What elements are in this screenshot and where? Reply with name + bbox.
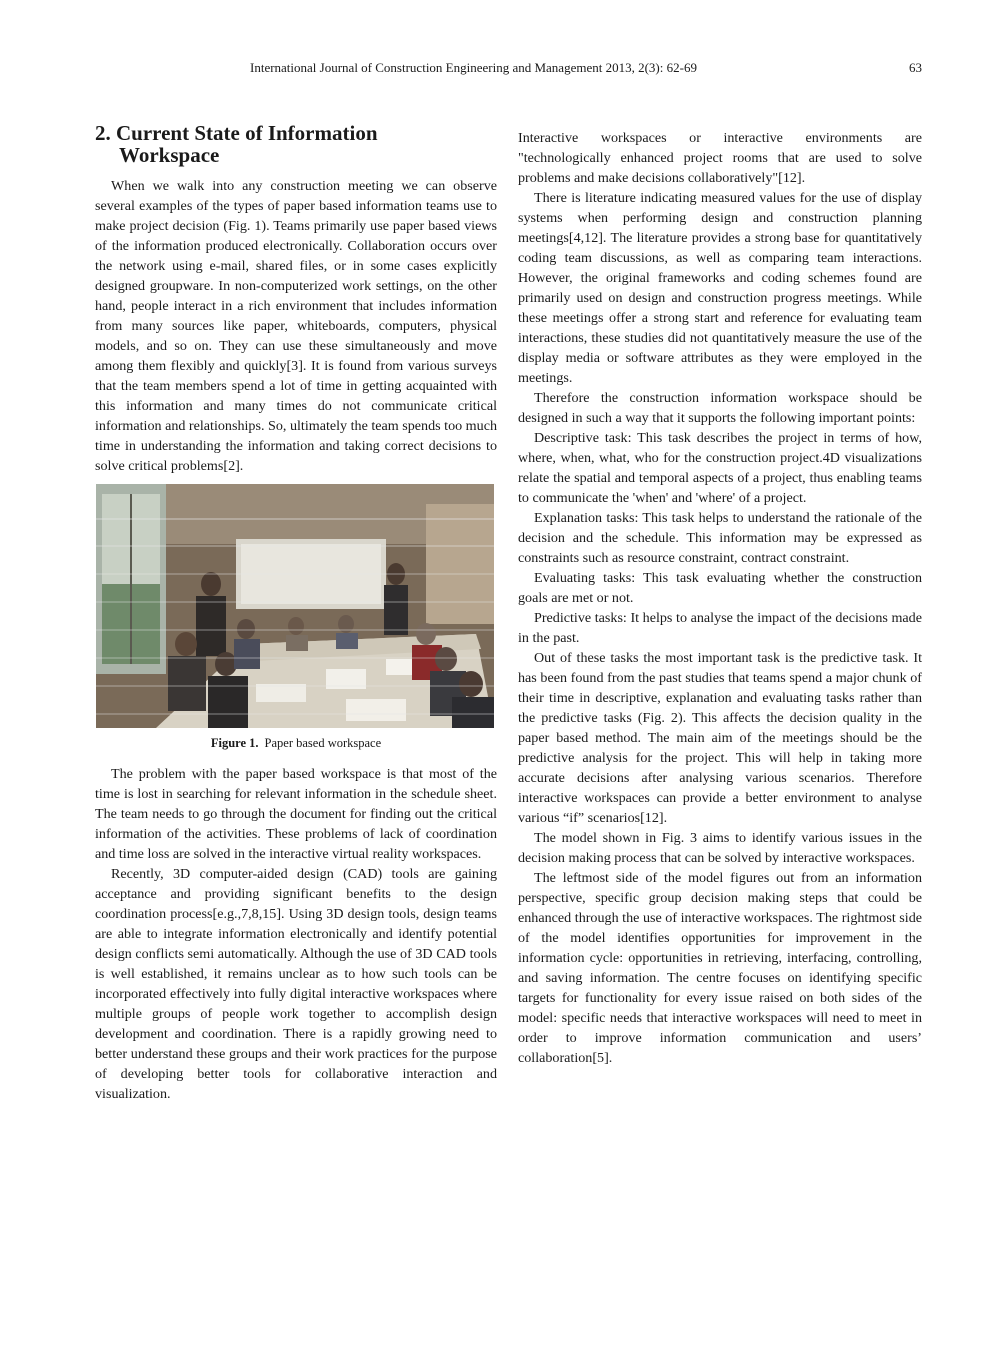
paragraph-right-4: Descriptive task: This task describes the project in terms of how, where, when, what, who for the construction project.4D visualizations relate the spatial and temporal aspects of a project, thus enabling teams to communicate the 'when' and 'where' of a project. <box>518 430 922 506</box>
figure-caption <box>95 734 497 752</box>
paragraph-right-8: Out of these tasks the most important task is the predictive task. It has been found from the past studies that teams spend a major chunk of their time in descriptive, explanation and evaluating tasks rather than the predictive tasks (Fig. 2). This affects the decision quality in the paper based method. The main aim of the meetings should be the predictive analysis for the project. This will help in taking more accurate decisions after analysing various scenarios. Therefore interactive workspaces can provide a better environment to analyse various “if” scenarios[12]. <box>518 650 922 826</box>
figure-caption-text: Paper based workspace <box>264 736 382 750</box>
section-title <box>95 122 497 166</box>
meeting-photo <box>96 484 494 728</box>
paragraph-right-3: Therefore the construction information workspace should be designed in such a way that it supports the following important points: <box>518 390 922 426</box>
running-header <box>250 58 922 78</box>
paragraph-right-1: Interactive workspaces or interactive environments are "technologically enhanced project rooms that are used to solve problems and make decisions collaboratively"[12]. <box>518 130 922 186</box>
right-column <box>518 128 922 1068</box>
paragraph-right-10: The leftmost side of the model figures out from an information perspective, specific group decision making steps that could be enhanced through the use of interactive workspaces. The rightmost side of the model identifies opportunities for improvement in the information cycle: opportunities in retrieving, interfacing, controlling, and saving information. The centre focuses on identifying specific targets for functionality for every issue raised on both sides of the model: specific needs that interactive workspaces will need to meet in order to improve information communication and users’ collaboration[5]. <box>518 870 922 1066</box>
paragraph-right-9: The model shown in Fig. 3 aims to identify various issues in the decision making process that can be solved by interactive workspaces. <box>518 830 922 866</box>
page-number: 63 <box>909 60 922 75</box>
left-column <box>95 122 497 1104</box>
paragraph-left-3: Recently, 3D computer-aided design (CAD) tools are gaining acceptance and providing significant benefits to the design coordination process[e.g.,7,8,15]. Using 3D design tools, design teams are able to integrate information electronically and identify potential design conflicts semi automatically. Although the use of 3D CAD tools is well established, it remains unclear as to how such tools can be incorporated effectively into fully digital interactive workspaces where multiple groups of people work together to accomplish design development and coordination. There is a rapidly growing need to better understand these groups and their work practices for the purpose of developing better tools for collaborative interaction and visualization. <box>95 866 497 1102</box>
section-title-line1: 2. Current State of Information <box>95 121 378 145</box>
paragraph-right-7: Predictive tasks: It helps to analyse the impact of the decisions made in the past. <box>518 610 922 646</box>
journal-citation: International Journal of Construction Engineering and Management 2013, 2(3): 62-69 <box>250 60 697 75</box>
paragraph-left-1: When we walk into any construction meeting we can observe several examples of the types of paper based information teams use to make project decision (Fig. 1). Teams primarily use paper based views of the information produced electronically. Collaboration occurs over the network using e-mail, shared files, or in some cases explicitly designed groupware. In non-computerized work settings, on the other hand, people interact in a rich environment that includes information from many sources like paper, whiteboards, computers, physical models, and so on. They can use these simultaneously and move among them flexibly and quickly[3]. It is found from various surveys that the team members spend a lot of time in getting acquainted with this information and many times do not communicate critical information and relationships. So, ultimately the team spends too much time in understanding the information and taking correct decisions to solve critical problems[2]. <box>95 178 497 474</box>
paragraph-right-6: Evaluating tasks: This task evaluating whether the construction goals are met or not. <box>518 570 922 606</box>
figure-1 <box>95 484 497 752</box>
paragraph-left-2: The problem with the paper based workspace is that most of the time is lost in searching for relevant information in the schedule sheet. The team needs to go through the document for finding out the critical information of the activities. These problems of lack of coordination and time loss are solved in the interactive virtual reality workspaces. <box>95 766 497 862</box>
section-title-line2: Workspace <box>119 143 220 167</box>
paragraph-right-5: Explanation tasks: This task helps to understand the rationale of the decision and the schedule. This information may be expressed as constraints such as resource constraint, contract constraint. <box>518 510 922 566</box>
figure-label: Figure 1. <box>210 736 259 750</box>
paragraph-right-2: There is literature indicating measured values for the use of display systems when performing design and construction planning meetings[4,12]. The literature provides a strong base for quantitatively coding team discussions, as well as comparing team interactions. However, the original frameworks and coding schemes found are primarily used on design and construction progress meetings. While these meetings offer a strong start and reference for evaluating team interactions, these studies did not quantitatively measure the use of the display media or software attributes as they were employed in the meetings. <box>518 190 922 386</box>
